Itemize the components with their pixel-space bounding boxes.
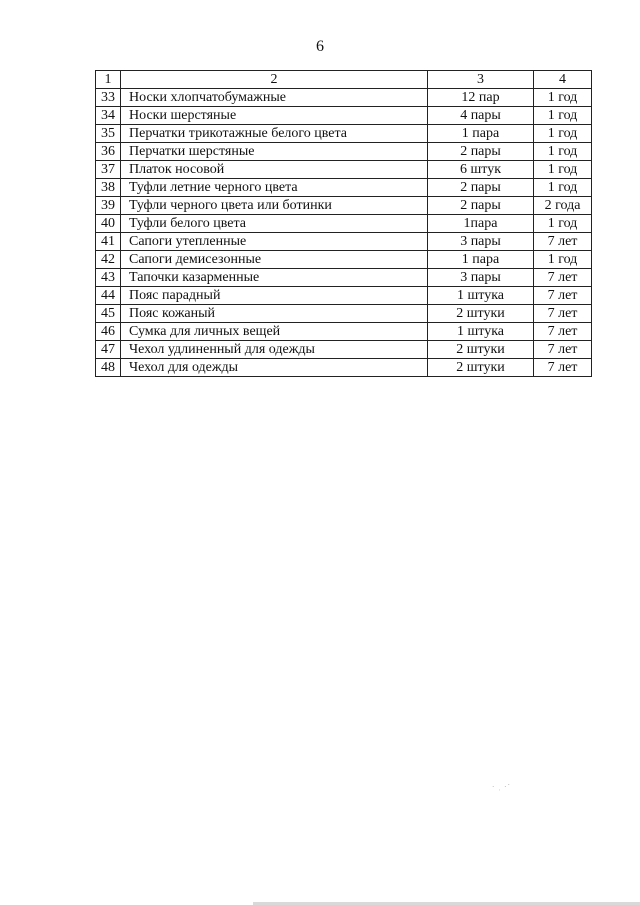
cell-wear-term: 1 год [534,179,592,197]
cell-number: 46 [96,323,121,341]
cell-wear-term: 1 год [534,143,592,161]
cell-quantity: 1 штука [428,323,534,341]
cell-item-name: Платок носовой [121,161,428,179]
scan-artifact: · ˌ ·ˊ [492,783,511,791]
cell-wear-term: 7 лет [534,287,592,305]
cell-quantity: 4 пары [428,107,534,125]
cell-number: 34 [96,107,121,125]
table-row [96,179,592,197]
cell-item-name: Туфли черного цвета или ботинки [121,197,428,215]
cell-item-name: Носки шерстяные [121,107,428,125]
table-row [96,161,592,179]
cell-item-name: Пояс парадный [121,287,428,305]
cell-item-name: Перчатки трикотажные белого цвета [121,125,428,143]
table-row [96,233,592,251]
cell-number: 36 [96,143,121,161]
cell-item-name: Сумка для личных вещей [121,323,428,341]
cell-item-name: Пояс кожаный [121,305,428,323]
table-row [96,143,592,161]
cell-wear-term: 1 год [534,251,592,269]
table-body [96,89,592,377]
table-row [96,197,592,215]
cell-number: 43 [96,269,121,287]
table-header [96,71,592,89]
table-row [96,215,592,233]
column-header-term: 4 [534,71,592,89]
table-row [96,107,592,125]
cell-quantity: 2 пары [428,143,534,161]
table-row [96,305,592,323]
norms-table [95,70,592,377]
cell-number: 38 [96,179,121,197]
column-header-quantity: 3 [428,71,534,89]
cell-quantity: 2 пары [428,179,534,197]
cell-quantity: 2 пары [428,197,534,215]
cell-quantity: 1 пара [428,125,534,143]
cell-number: 45 [96,305,121,323]
column-header-number: 1 [96,71,121,89]
cell-quantity: 1 штука [428,287,534,305]
cell-wear-term: 1 год [534,161,592,179]
cell-wear-term: 1 год [534,125,592,143]
cell-wear-term: 7 лет [534,359,592,377]
cell-item-name: Туфли белого цвета [121,215,428,233]
cell-item-name: Перчатки шерстяные [121,143,428,161]
cell-wear-term: 1 год [534,89,592,107]
cell-wear-term: 1 год [534,107,592,125]
cell-number: 33 [96,89,121,107]
cell-wear-term: 7 лет [534,305,592,323]
table-row [96,323,592,341]
cell-number: 40 [96,215,121,233]
cell-number: 41 [96,233,121,251]
cell-wear-term: 7 лет [534,323,592,341]
cell-number: 47 [96,341,121,359]
cell-quantity: 2 штуки [428,341,534,359]
table-row [96,269,592,287]
cell-wear-term: 2 года [534,197,592,215]
table-row [96,287,592,305]
cell-quantity: 1пара [428,215,534,233]
cell-number: 48 [96,359,121,377]
cell-item-name: Чехол для одежды [121,359,428,377]
cell-quantity: 6 штук [428,161,534,179]
cell-number: 39 [96,197,121,215]
cell-quantity: 12 пар [428,89,534,107]
page-number: 6 [316,38,324,55]
cell-quantity: 3 пары [428,269,534,287]
cell-item-name: Носки хлопчатобумажные [121,89,428,107]
cell-item-name: Чехол удлиненный для одежды [121,341,428,359]
cell-wear-term: 7 лет [534,341,592,359]
cell-number: 37 [96,161,121,179]
table-row [96,359,592,377]
cell-item-name: Тапочки казарменные [121,269,428,287]
header-row [96,71,592,89]
cell-item-name: Сапоги утепленные [121,233,428,251]
cell-number: 42 [96,251,121,269]
column-header-name: 2 [121,71,428,89]
cell-wear-term: 7 лет [534,269,592,287]
cell-wear-term: 7 лет [534,233,592,251]
cell-item-name: Сапоги демисезонные [121,251,428,269]
table-row [96,125,592,143]
table-row [96,341,592,359]
cell-item-name: Туфли летние черного цвета [121,179,428,197]
cell-quantity: 2 штуки [428,305,534,323]
cell-number: 35 [96,125,121,143]
cell-quantity: 1 пара [428,251,534,269]
cell-quantity: 3 пары [428,233,534,251]
table-row [96,89,592,107]
cell-wear-term: 1 год [534,215,592,233]
cell-quantity: 2 штуки [428,359,534,377]
cell-number: 44 [96,287,121,305]
table-row [96,251,592,269]
